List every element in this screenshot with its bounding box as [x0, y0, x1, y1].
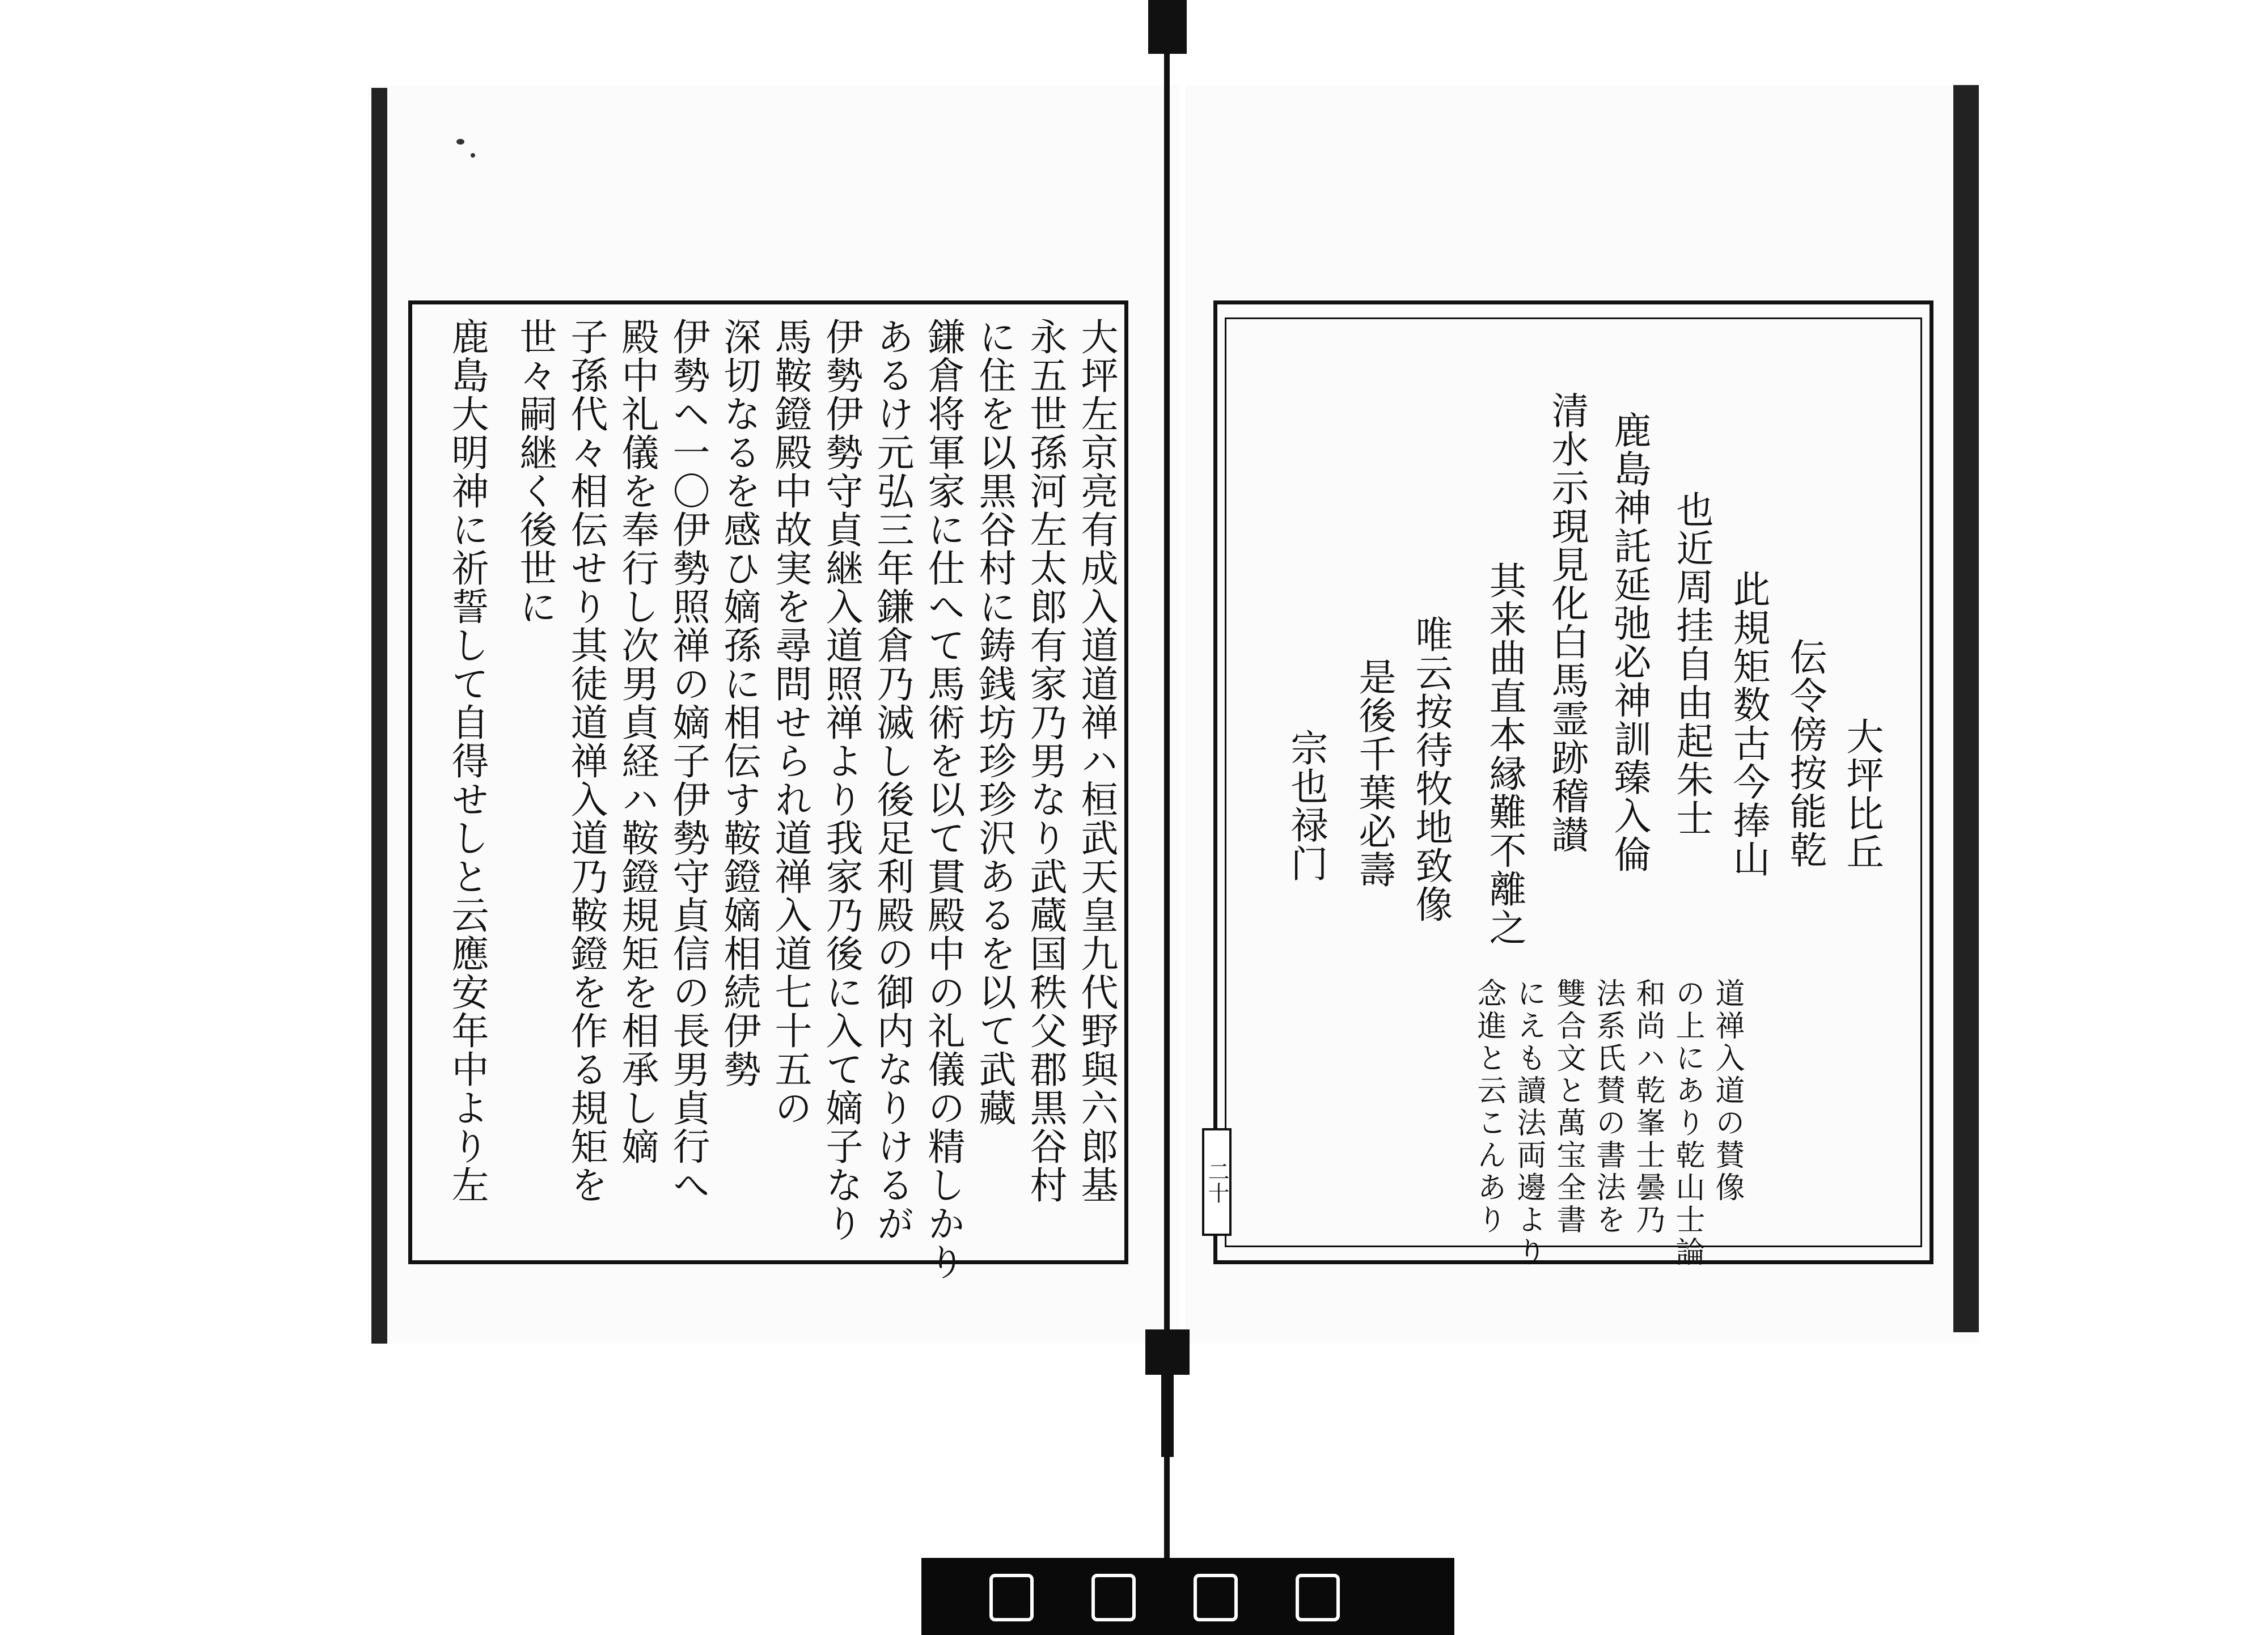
left-column-5: あるけ元弘三年鎌倉乃滅し後足利殿の御内なりけるが [870, 317, 914, 1243]
page-speck [471, 153, 475, 158]
note-column-5: 雙合文と萬宝全書 [1551, 978, 1585, 1236]
poem-column-8: 唯云按待牧地致像 [1409, 615, 1453, 924]
left-column-10: 殿中礼儀を奉行し次男貞経ハ鞍鐙規矩を相承し嫡 [615, 317, 659, 1166]
left-column-1: 大坪左京亮有成入道道禅ハ桓武天皇九代野與六郎基 [1074, 317, 1118, 1204]
label-glyph-4 [1296, 1574, 1340, 1621]
poem-column-6: 清水示現見化白馬霊跡稽讃 [1545, 391, 1589, 854]
poem-column-5: 鹿島神託延弛必神訓臻入倫 [1607, 411, 1651, 874]
poem-column-4: 也近周挂自由起朱士 [1670, 490, 1713, 837]
poem-column-3: 此規矩数古今捧山 [1727, 570, 1770, 878]
left-column-7: 馬鞍鐙殿中故実を尋問せられ道禅入道七十五の [768, 317, 812, 1127]
poem-column-2: 伝令傍按能乾 [1783, 638, 1827, 869]
page-speck [456, 139, 464, 145]
note-column-1: 道禅入道の賛像 [1710, 978, 1744, 1204]
left-column-3: に住を以黒谷村に鋳銭坊珍珍沢あるを以て武藏 [972, 317, 1016, 1127]
binding-bottom-clip [1145, 1329, 1190, 1375]
poem-column-7: 其来曲直本縁難不離之 [1483, 561, 1526, 947]
label-glyph-1 [989, 1574, 1034, 1621]
folio-number: 二十 [1202, 1128, 1232, 1236]
note-column-2: の上にあり乾山士論 [1670, 978, 1704, 1269]
left-column-12: 世々嗣継く後世に [513, 317, 557, 626]
left-page-outer-edge [371, 88, 387, 1344]
label-glyph-3 [1194, 1574, 1238, 1621]
label-glyph-2 [1091, 1574, 1136, 1621]
left-column-8: 深切なるを感ひ嫡孫に相伝す鞍鐙嫡相続伊勢 [717, 317, 761, 1088]
poem-column-9: 是後千葉必壽 [1352, 658, 1396, 889]
left-column-13: 鹿島大明神に祈誓して自得せしと云應安年中より左 [445, 317, 489, 1204]
poem-column-10: 宗也禄门 [1284, 728, 1328, 883]
note-column-3: 和尚ハ乾峯士曇乃 [1631, 978, 1665, 1236]
left-column-4: 鎌倉将軍家に仕へて馬術を以て貫殿中の礼儀の精しかり [921, 317, 965, 1281]
left-column-6: 伊勢伊勢守貞継入道照禅より我家乃後に入て嫡子なり [819, 317, 863, 1243]
note-column-7: 念進と云こんあり [1472, 978, 1506, 1236]
binding-spike [1161, 1372, 1174, 1457]
left-column-11: 子孫代々相伝せり其徒道禅入道乃鞍鐙を作る規矩を [564, 317, 608, 1204]
right-page-outer-edge [1953, 85, 1979, 1332]
binding-bar [1157, 1338, 1179, 1345]
note-column-4: 法系氏賛の書法を [1591, 978, 1625, 1236]
catalog-label-block [921, 1558, 1454, 1635]
left-column-9: 伊勢ヘ一〇伊勢照禅の嫡子伊勢守貞信の長男貞行へ [666, 317, 710, 1204]
note-column-6: にえも讀法両邊より [1512, 978, 1546, 1269]
left-column-2: 永五世孫河左太郎有家乃男なり武蔵国秩父郡黒谷村 [1023, 317, 1067, 1204]
poem-column-1: 大坪比丘 [1840, 717, 1884, 871]
